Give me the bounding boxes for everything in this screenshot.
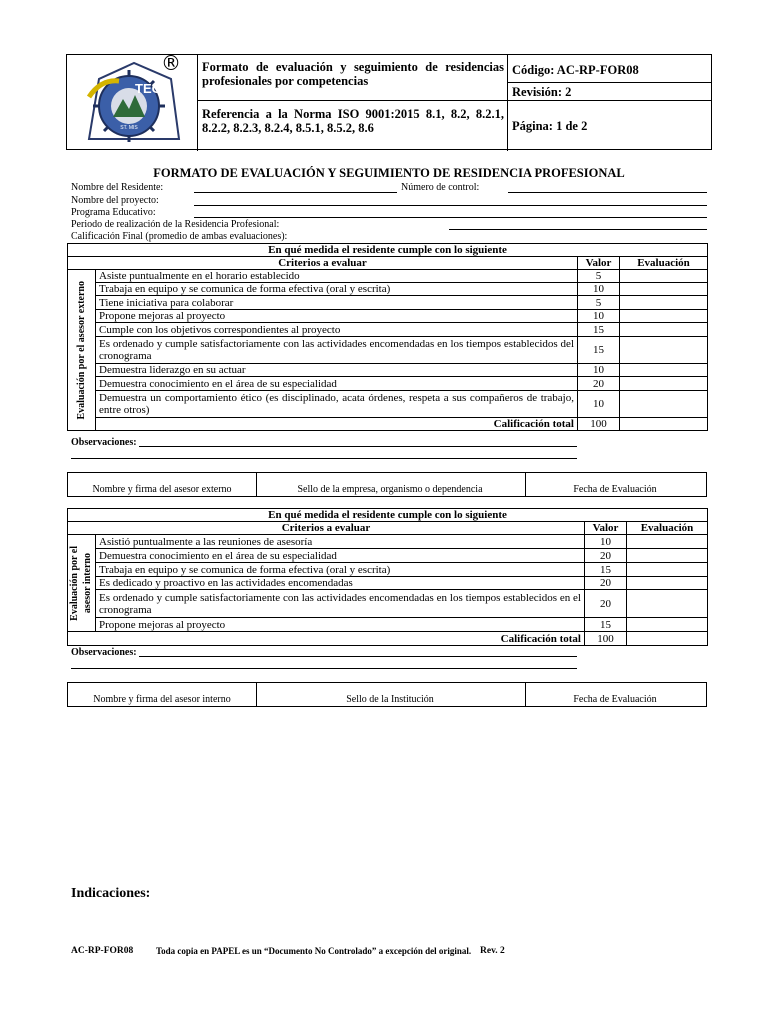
external-signature-seal: Sello de la empresa, organismo o dependencia	[297, 484, 483, 495]
row-eval-input[interactable]	[620, 364, 708, 377]
table-row: Demuestra liderazgo en su actuar	[96, 364, 578, 377]
row-value: 10	[578, 310, 620, 323]
resident-name-field[interactable]	[194, 192, 397, 193]
external-total-value: 100	[578, 418, 620, 431]
internal-caption: En qué medida el residente cumple con lo siguiente	[68, 509, 708, 522]
period-label: Periodo de realización de la Residencia Profesional:	[71, 219, 280, 230]
logo-subtext: ST. MIS	[120, 125, 138, 131]
internal-side-label-2: asesor interno	[82, 552, 94, 614]
row-eval-input[interactable]	[627, 549, 708, 563]
external-total-input[interactable]	[620, 418, 708, 431]
project-name-field[interactable]	[194, 205, 707, 206]
row-value: 20	[578, 377, 620, 391]
row-eval-input[interactable]	[627, 577, 708, 590]
row-value: 20	[585, 577, 627, 590]
footer-code: AC-RP-FOR08	[71, 946, 134, 956]
project-name-label: Nombre del proyecto:	[71, 195, 159, 206]
external-observations-field[interactable]	[139, 446, 577, 447]
document-header	[66, 51, 712, 150]
external-signature-date: Fecha de Evaluación	[573, 484, 657, 495]
table-row: Es ordenado y cumple satisfactoriamente con las actividades encomendadas en los tiempos establecidos en el cronograma	[96, 590, 585, 618]
period-field[interactable]	[449, 229, 707, 230]
internal-total-input[interactable]	[627, 632, 708, 646]
row-value: 20	[585, 549, 627, 563]
document-title: FORMATO DE EVALUACIÓN Y SEGUIMIENTO DE RESIDENCIA PROFESIONAL	[153, 166, 625, 180]
program-label: Programa Educativo:	[71, 207, 156, 218]
internal-signature-name: Nombre y firma del asesor interno	[93, 694, 231, 705]
row-value: 5	[578, 296, 620, 310]
row-value: 20	[585, 590, 627, 618]
external-caption: En qué medida el residente cumple con lo siguiente	[68, 244, 708, 257]
internal-total-label: Calificación total	[68, 632, 585, 646]
final-grade-label: Calificación Final (promedio de ambas evaluaciones):	[71, 231, 288, 242]
registered-mark: ®	[161, 51, 181, 75]
control-number-label: Número de control:	[401, 182, 480, 193]
table-row: Trabaja en equipo y se comunica de forma efectiva (oral y escrita)	[96, 563, 585, 577]
internal-col-criteria: Criterios a evaluar	[68, 522, 585, 535]
row-eval-input[interactable]	[627, 563, 708, 577]
external-col-eval: Evaluación	[620, 257, 708, 270]
table-row: Propone mejoras al proyecto	[96, 618, 585, 632]
revision: Revisión: 2	[512, 85, 572, 99]
external-side-cell	[68, 270, 96, 431]
row-eval-input[interactable]	[627, 590, 708, 618]
row-value: 5	[578, 270, 620, 283]
internal-signature-seal: Sello de la Institución	[346, 694, 434, 705]
internal-col-value: Valor	[585, 522, 627, 535]
external-evaluation-table	[67, 243, 708, 431]
table-row: Cumple con los objetivos correspondientes al proyecto	[96, 323, 578, 337]
internal-total-value: 100	[585, 632, 627, 646]
resident-name-label: Nombre del Residente:	[71, 182, 164, 193]
table-row: Es dedicado y proactivo en las actividades encomendadas	[96, 577, 585, 590]
external-total-label: Calificación total	[96, 418, 578, 431]
external-signature-name: Nombre y firma del asesor externo	[92, 484, 232, 495]
internal-observations-line[interactable]	[71, 668, 577, 669]
row-value: 15	[578, 337, 620, 364]
internal-observations-label: Observaciones:	[71, 647, 137, 658]
form-title: Formato de evaluación y seguimiento de residencias profesionales por competencias	[202, 60, 504, 88]
table-row: Demuestra conocimiento en el área de su especialidad	[96, 377, 578, 391]
internal-side-cell	[68, 535, 96, 632]
table-row: Tiene iniciativa para colaborar	[96, 296, 578, 310]
external-col-criteria: Criterios a evaluar	[68, 257, 578, 270]
table-row: Asiste puntualmente en el horario establecido	[96, 270, 578, 283]
table-row: Asistió puntualmente a las reuniones de asesoría	[96, 535, 585, 549]
external-observations-label: Observaciones:	[71, 437, 137, 448]
footer-note: Toda copia en PAPEL es un “Documento No Controlado” a excepción del original.	[156, 946, 472, 956]
internal-signature-date: Fecha de Evaluación	[573, 694, 657, 705]
row-eval-input[interactable]	[620, 310, 708, 323]
logo-text: TEC	[135, 81, 161, 96]
control-number-field[interactable]	[508, 192, 707, 193]
indications-heading: Indicaciones:	[71, 886, 151, 901]
row-value: 10	[578, 283, 620, 296]
external-observations-line[interactable]	[71, 458, 577, 459]
program-field[interactable]	[194, 217, 707, 218]
row-value: 15	[585, 618, 627, 632]
row-eval-input[interactable]	[620, 377, 708, 391]
row-value: 10	[578, 391, 620, 418]
row-eval-input[interactable]	[620, 283, 708, 296]
footer-revision: Rev. 2	[480, 946, 505, 956]
internal-side-label-1: Evaluación por el	[68, 545, 80, 621]
row-eval-input[interactable]	[620, 323, 708, 337]
row-value: 10	[585, 535, 627, 549]
table-row: Propone mejoras al proyecto	[96, 310, 578, 323]
page-number: Página: 1 de 2	[512, 119, 588, 133]
row-eval-input[interactable]	[620, 337, 708, 364]
external-col-value: Valor	[578, 257, 620, 270]
row-eval-input[interactable]	[627, 535, 708, 549]
external-signature-box	[67, 472, 707, 497]
iso-reference: Referencia a la Norma ISO 9001:2015 8.1, 8.2, 8.2.1, 8.2.2, 8.2.3, 8.2.4, 8.5.1, 8.5.2, 8.6	[202, 107, 504, 135]
row-value: 15	[585, 563, 627, 577]
form-code: Código: AC-RP-FOR08	[512, 63, 639, 77]
table-row: Trabaja en equipo y se comunica de forma efectiva (oral y escrita)	[96, 283, 578, 296]
row-eval-input[interactable]	[620, 296, 708, 310]
table-row: Demuestra conocimiento en el área de su especialidad	[96, 549, 585, 563]
internal-evaluation-table	[67, 508, 708, 646]
internal-col-eval: Evaluación	[627, 522, 708, 535]
row-eval-input[interactable]	[620, 270, 708, 283]
internal-observations-field[interactable]	[139, 656, 577, 657]
internal-signature-box	[67, 682, 707, 707]
table-row: Demuestra un comportamiento ético (es disciplinado, acata órdenes, respeta a sus compañeros de trabajo, entre otros)	[96, 391, 578, 418]
row-eval-input[interactable]	[627, 618, 708, 632]
table-row: Es ordenado y cumple satisfactoriamente con las actividades encomendadas en los tiempos establecidos del cronograma	[96, 337, 578, 364]
external-side-label: Evaluación por el asesor externo	[75, 280, 87, 420]
row-value: 15	[578, 323, 620, 337]
row-value: 10	[578, 364, 620, 377]
row-eval-input[interactable]	[620, 391, 708, 418]
